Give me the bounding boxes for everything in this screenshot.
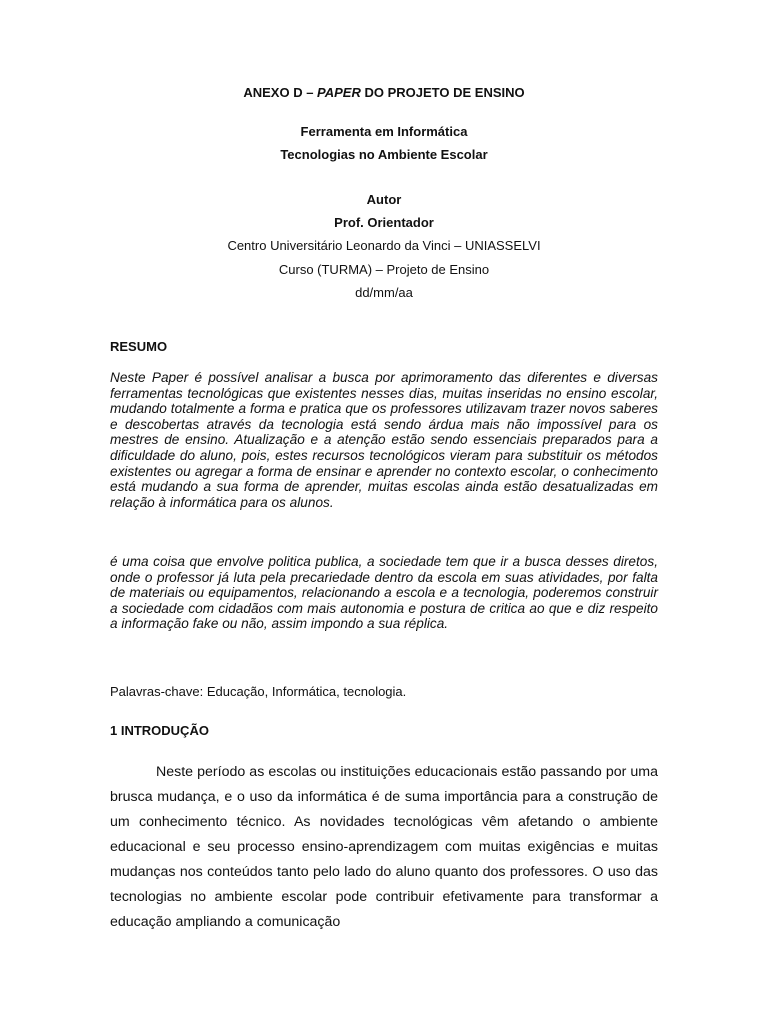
annex-title <box>0 85 768 101</box>
introduction-paragraph-1: Neste período as escolas ou instituições educacionais estão passando por uma brusca mudança, e o uso da informática é de suma importância para a construção de um conhecimento técnico. As novidades tecnológicas vêm afetando o ambiente educacional e seu processo ensino-aprendizagem com muitas exigências e muitas mudanças nos conteúdos tanto pelo lado do aluno quanto dos professores. O uso das tecnologias no ambiente escolar pode contribuir efetivamente para transformar a educação ampliando a comunicação <box>110 764 658 930</box>
abstract-paragraph-1: Neste Paper é possível analisar a busca por aprimoramento das diferentes e diversas ferramentas tecnológicas que existentes nesses dias, muitas inseridas no ensino escolar, mudando totalmente a forma e pratica que os professores utilizavam trazer novos saberes e descobertas através da tecnologia está sendo árdua mais não impossível para os mestres de ensino. Atualização e a atenção estão sendo essenciais preparados para a dificuldade do aluno, pois, estes recursos tecnológicos vieram para substituir os métodos existentes ou agregar a forma de ensinar e aprender no contexto escolar, o conhecimento está mudando a sua forma de aprender, muitas escolas ainda estão desatualizadas em relação à informática para os alunos. <box>110 370 658 510</box>
introduction-heading: 1 INTRODUÇÃO <box>110 723 209 738</box>
abstract-paragraph-2: é uma coisa que envolve politica publica, a sociedade tem que ir a busca desses diretos, onde o professor já luta pela precariedade dentro da escola em suas atividades, por falta de materiais ou equipamentos, relacionando a escola e a tecnologia, poderemos construir a sociedade com cidadãos com mais autonomia e postura de critica ao que e diz respeito a informação fake ou não, assim impondo a sua réplica. <box>110 554 658 632</box>
institution-line: Centro Universitário Leonardo da Vinci – UNIASSELVI <box>227 238 541 253</box>
annex-title-italic: PAPER <box>317 85 361 100</box>
keywords-line: Palavras-chave: Educação, Informática, tecnologia. <box>110 684 407 699</box>
course-line: Curso (TURMA) – Projeto de Ensino <box>278 262 490 277</box>
subject-title: Ferramenta em Informática <box>300 124 468 139</box>
annex-title-suffix: DO PROJETO DE ENSINO <box>360 85 525 100</box>
advisor-line: Prof. Orientador <box>334 215 434 230</box>
date-line: dd/mm/aa <box>355 285 413 300</box>
topic-title: Tecnologias no Ambiente Escolar <box>280 147 488 162</box>
annex-title-prefix: ANEXO D – <box>243 85 318 100</box>
abstract-heading: RESUMO <box>110 339 168 354</box>
author-line: Autor <box>366 192 402 207</box>
